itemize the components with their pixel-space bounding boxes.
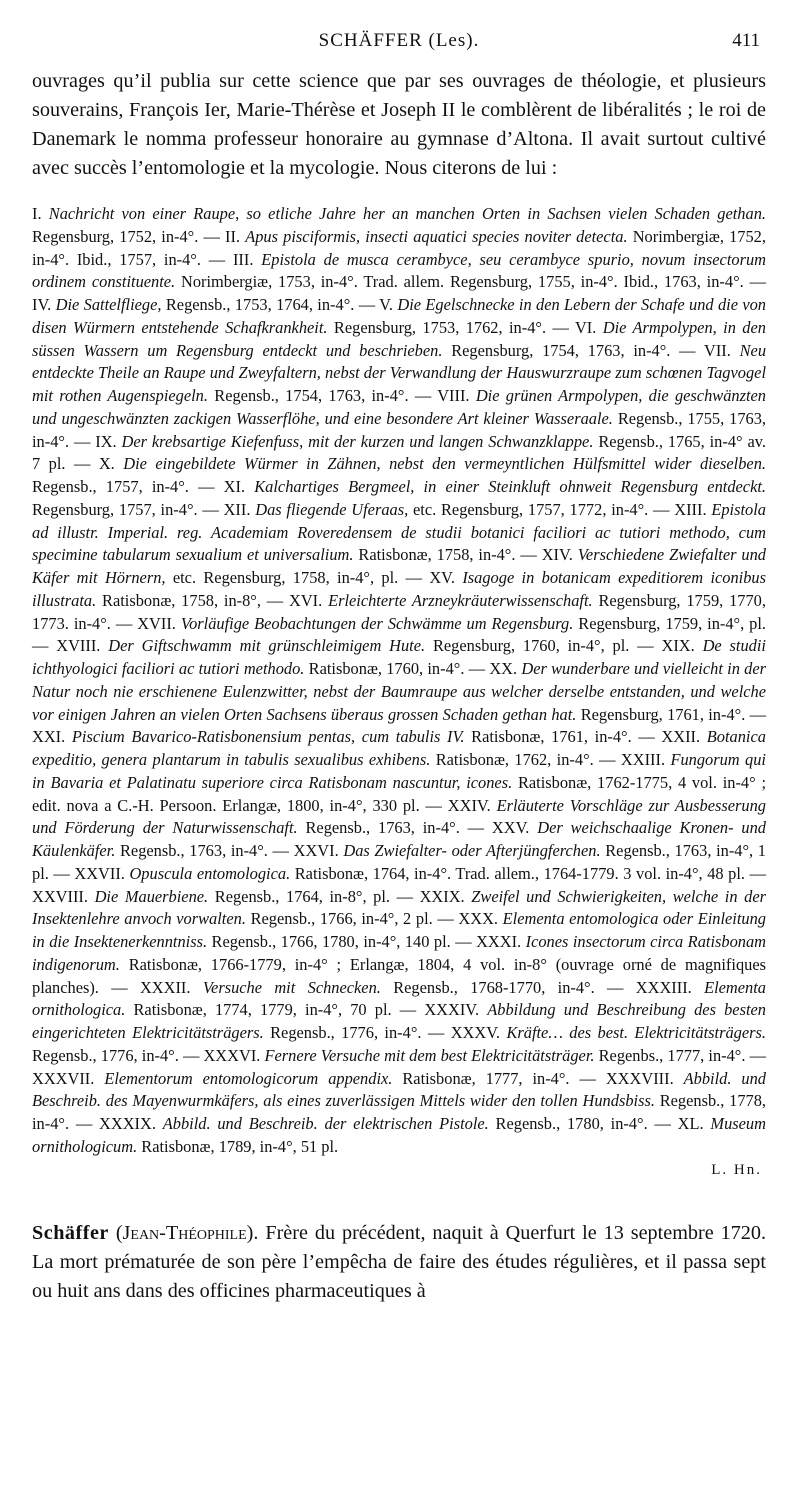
bibliography-item: — XIV. Verschiedene Zwiefalter und Käfer mit Hörnern, etc. Regensburg, 1758, in-4°, pl. [32, 545, 766, 587]
item-title: Vorläufige Beobachtungen der Schwämme um Regensburg. [180, 613, 574, 633]
bibliography-item: — XXXII. Versuche mit Schnecken. Regensb., 1768-1770, in-4°. [98, 977, 595, 997]
item-title: Elementa entomologica oder Einleitung in die Insektenerkenntniss. [32, 909, 766, 951]
item-title: Abbild. und Beschreib. der elektrischen Pistole. [162, 1114, 489, 1133]
bibliography-item: — III. Epistola de musca cerambyce, seu cerambyce spurio, novum insectorum ordinem constituente. Norimbergiæ, 1753, in-4°. Trad. allem. Regensburg, 1755, in-4°. Ibid., 1763, in-4°. [32, 249, 766, 292]
item-number: XXII. [661, 727, 701, 747]
item-number: XXXIV. [424, 1000, 480, 1020]
bibliography-item: — XXXVIII. Abbild. und Beschreib. des Mayenwurmkäfers, als eines zuverlässigen Mittels wider den tollen Hundsbiss. Regensb., 1778, in-4°. [32, 1068, 767, 1133]
item-details: Regensburg, 1759, 1770, 1773. in-4°. [32, 590, 766, 633]
item-number: III. [232, 249, 254, 269]
item-number: XVI. [289, 590, 323, 610]
item-number: I. [32, 204, 42, 223]
item-title: Elementa ornithologica. [32, 977, 766, 1020]
item-title: Der weichschaalige Kronen- und Käulenkäfer. [32, 818, 766, 860]
item-details: Ratisbonæ, 1758, in-4°. [358, 545, 516, 565]
item-details: Regensb., 1755, 1763, in-4°. [32, 408, 766, 451]
intro-paragraph: ouvrages qu’il publia sur cette science que par ses ouvrages de théologie, et plusieurs souverains, François Ier, Marie-Thérèse et Joseph II le comblèrent de libéralités ; le roi de Danemark le nomma professeur honoraire au gymnase d’Altona. Il avait surtout cultivé avec succès l’entomologie et la mycologie. Nous citerons de lui : [32, 70, 766, 179]
item-details: Regensb., 1776, in-4°. [270, 1023, 422, 1042]
bibliography-item: — XVII. Vorläufige Beobachtungen der Schwämme um Regensburg. Regensburg, 1759, in-4°, pl. [110, 613, 767, 633]
item-title: Versuche mit Schnecken. [202, 977, 381, 997]
item-number: XXIII. [620, 750, 666, 769]
item-number: XVIII. [56, 636, 101, 656]
item-details: Ratisbonæ, 1764, in-4°. Trad. allem., 1764-1779. 3 vol. in-4°, 48 pl. [294, 863, 746, 883]
item-title: Das fliegende Uferaas, [255, 499, 409, 519]
item-title: Elementorum entomologicorum appendix. [104, 1068, 393, 1088]
item-details: Regensb., 1763, in-4°. [119, 841, 268, 860]
item-details: Regensb., 1778, in-4°. [32, 1091, 767, 1133]
item-details: Ratisbonæ, 1760, in-4°. [308, 659, 465, 678]
item-title: Zweifel und Schwierigkeiten, welche in der Insektenlehre anvoch vorwalten. [32, 886, 767, 929]
bibliography-item: — XIX. De studii ichthyologici faciliori ac tutiori methodo. Ratisbonæ, 1760, in-4°. [32, 636, 766, 678]
bibliography-item: — XL. Museum ornithologicum. Ratisbonæ, 1789, in-4°, 51 pl. [32, 1114, 766, 1156]
item-number: XXXVII. [32, 1068, 95, 1088]
item-details: Ratisbonæ, 1774, 1779, in-4°, 70 pl. [133, 1000, 392, 1020]
item-title: Erleichterte Arzneykräuterwissenschaft. [328, 590, 593, 610]
bibliography-item: — XXVI. Das Zwiefalter- oder Afterjüngferchen. Regensb., 1763, in-4°, 1 pl. [32, 841, 766, 883]
bibliography-item: — XXXI. Icones insectorum circa Ratisbonam indigenorum. Ratisbonæ, 1766-1779, in-4° ; Erlangæ, 1804, 4 vol. in-8° (ouvrage orné de magnifiques planches). [32, 932, 766, 997]
bibliography-item: — VII. Neu entdeckte Theile an Raupe und Zweyfaltern, nebst der Verwandlung der Hauswurzraupe zum schœnen Tagvogel mit rothen Augenspiegeln. Regensb., 1754, 1763, in-4°. [32, 340, 767, 405]
item-number: XVII. [137, 613, 176, 633]
item-details: Regensb., 1766, in-4°, 2 pl. [250, 909, 433, 929]
item-title: Isagoge in botanicam expeditiorem iconibus illustrata. [32, 568, 766, 610]
entry-text: Frère du précédent, naquit à Querfurt le 13 septembre 1720. La mort prématurée de son père l’empêcha de faire des études régulières, et il passa sept ou huit ans dans des officines pharmaceutiques à [32, 1221, 767, 1302]
running-title: SCHÄFFER (Les). [318, 30, 480, 51]
bibliography-item: — XXXV. Kräfte… des best. Elektricitätsträgers. Regensb., 1776, in-4°. [32, 1023, 766, 1065]
item-details: Regensburg, 1753, 1762, in-4°. [333, 317, 547, 337]
bibliography-item: — II. Apus pisciformis, insecti aquatici species noviter detecta. Norimbergiæ, 1752, in-4°. Ibid., 1757, in-4°. [32, 226, 766, 269]
item-number: VII. [704, 340, 731, 360]
entry-headword: Schäffer [32, 1221, 109, 1244]
bibliography-item: — XXV. Der weichschaalige Kronen- und Käulenkäfer. Regensb., 1763, in-4°. [32, 818, 766, 860]
item-number: XII. [223, 499, 251, 519]
item-number: XL. [677, 1114, 704, 1133]
item-title: Nachricht von einer Raupe, so etliche Jahre her an manchen Orten in Sachsen vielen Schaden gethan. [48, 204, 766, 223]
item-details: Regensburg, 1754, 1763, in-4°. [451, 340, 671, 360]
bibliography-item: — XXIV. Erläuterte Vorschläge zur Ausbesserung und Förderung der Naturwissenschaft. Regensb., 1763, in-4°. [32, 795, 766, 838]
item-title: Der krebsartige Kiefenfuss, mit der kurzen und langen Schwanzklappe. [121, 431, 594, 451]
item-number: XXVI. [293, 841, 339, 860]
item-details: Regensb., 1763, in-4°. [305, 818, 460, 838]
item-details: Regensburg, 1752, in-4°. [32, 226, 199, 246]
item-number: IV. [32, 295, 52, 314]
item-details: Ratisbonæ, 1762-1775, 4 vol. in-4° ; edit. nova a C.-H. Persoon. Erlangæ, 1800, in-4°, 330 pl. [32, 772, 767, 815]
item-number: V. [379, 295, 393, 314]
item-title: Verschiedene Zwiefalter und Käfer mit Hörnern, [32, 545, 766, 587]
bibliography-item: — VI. Die Armpolypen, in den süssen Wassern um Regensburg entdeckt und beschrieben. Regensburg, 1754, 1763, in-4°. [32, 317, 766, 360]
bibliography-item: — XXI. Piscium Bavarico-Ratisbonensium pentas, cum tabulis IV. Ratisbonæ, 1761, in-4°. [32, 704, 766, 747]
item-number: XXXIX. [99, 1114, 156, 1133]
item-details: Ratisbonæ, 1777, in-4°. [402, 1068, 570, 1088]
item-number: XXI. [32, 727, 66, 747]
item-title: Epistola de musca cerambyce, seu cerambyce spurio, novum insectorum ordinem constituente. [32, 249, 766, 292]
item-title: Museum ornithologicum. [32, 1114, 766, 1156]
item-number: XV. [429, 568, 455, 587]
item-number: XXVII. [74, 863, 125, 883]
item-details: Regensburg, 1759, in-4°, pl. [578, 613, 767, 633]
running-header [32, 30, 766, 56]
bibliography-item: — IV. Die Sattelfliege, Regensb., 1753, 1764, in-4°. [32, 272, 766, 314]
item-title: Fernere Versuche mit dem best Elektricitätsträger. [264, 1045, 595, 1065]
item-number: XXV. [491, 818, 530, 838]
item-number: IX. [95, 431, 117, 451]
page-body [32, 67, 766, 1306]
item-details: Regensb., 1753, 1764, in-4°. [165, 295, 355, 314]
bibliography-item: — V. Die Egelschnecke in den Lebern der Schafe und die von disen Würmern entstehende Schafkrankheit. Regensburg, 1753, 1762, in-4°. [32, 295, 767, 337]
item-title: Abbildung und Beschreibung des besten eingerichteten Elektricitätsträgers. [32, 1000, 766, 1042]
item-title: Icones insectorum circa Ratisbonam indigenorum. [32, 932, 766, 974]
item-details: Regensb., 1780, in-4°. [495, 1114, 648, 1133]
bibliography-item: — XII. Das fliegende Uferaas, etc. Regensburg, 1757, 1772, in-4°. [197, 499, 649, 519]
item-title: Erläuterte Vorschläge zur Ausbesserung und Förderung der Naturwissenschaft. [32, 795, 766, 838]
item-number: XXXII. [139, 977, 191, 997]
item-number: XXX. [458, 909, 498, 929]
item-title: Die Egelschnecke in den Lebern der Schafe und die von disen Würmern entstehende Schafkrankheit. [32, 295, 767, 337]
bibliography-item: — VIII. Die grünen Armpolypen, die geschwänzten und ungeschwänzten zackigen Wasserflöhe, und eine besondere Art kleiner Wasseraale. Regensb., 1755, 1763, in-4°. [32, 386, 766, 451]
item-number: XXXVI. [203, 1045, 261, 1065]
item-number: XXXI. [476, 932, 522, 951]
item-title: Kräfte… des best. Elektricitätsträgers. [506, 1023, 766, 1042]
entry-forename: (Jean-Théophile). [115, 1221, 259, 1244]
item-details: Norimbergiæ, 1753, in-4°. Trad. allem. Regensburg, 1755, in-4°. Ibid., 1763, in-4°. [181, 272, 744, 292]
bibliography-item: — XXXIII. Elementa ornithologica. Ratisbonæ, 1774, 1779, in-4°, 70 pl. [32, 977, 766, 1020]
item-title: Neu entdeckte Theile an Raupe und Zweyfaltern, nebst der Verwandlung der Hauswurzraupe zum schœnen Tagvogel mit rothen Augenspiegeln. [32, 340, 767, 405]
bibliography-item: — XXXVII. Elementorum entomologicorum appendix. Ratisbonæ, 1777, in-4°. [32, 1045, 766, 1088]
item-title: Die grünen Armpolypen, die geschwänzten und ungeschwänzten zackigen Wasserflöhe, und eine besondere Art kleiner Wasseraale. [32, 386, 766, 428]
item-details: Ratisbonæ, 1758, in-8°, [102, 590, 261, 610]
item-details: etc. Regensburg, 1757, 1772, in-4°. [413, 499, 649, 519]
bibliography-item: — XIII. Epistola ad illustr. Imperial. reg. Academiam Roveredensem de studii botanici faciliori ac tutiori methodo, cum specimine tabularum sexualium et universalium. Ratisbonæ, 1758, in-4°. [32, 499, 766, 565]
item-details: Regensb., 1764, in-8°, pl. [214, 886, 390, 906]
bibliography-item: — XVI. Erleichterte Arzneykräuterwissenschaft. Regensburg, 1759, 1770, 1773. in-4°. [32, 590, 766, 633]
item-details: Norimbergiæ, 1752, in-4°. Ibid., 1757, in-4°. [32, 226, 766, 269]
item-details: Regensb., 1763, in-4°, 1 pl. [32, 841, 766, 883]
item-number: XXIV. [447, 795, 491, 815]
item-details: etc. Regensburg, 1758, in-4°, pl. [172, 568, 399, 587]
item-details: Regensb., 1766, 1780, in-4°, 140 pl. [211, 932, 451, 951]
next-entry [32, 1219, 766, 1306]
bibliography-item: — XXVII. Opuscula entomologica. Ratisbonæ, 1764, in-4°. Trad. allem., 1764-1779. 3 vol. in-4°, 48 pl. [48, 863, 746, 883]
item-title: Die Armpolypen, in den süssen Wassern um Regensburg entdeckt und beschrieben. [32, 317, 766, 360]
item-details: Regensb., 1776, in-4°. [32, 1045, 179, 1065]
item-details: Regensburg, 1760, in-4°, pl. [432, 636, 630, 656]
item-title: Die eingebildete Würmer in Zähnen, nebst den vermeyntlichen Hülfsmittel wider dieselben. [123, 454, 766, 474]
bibliography-item: — XXXVI. Fernere Versuche mit dem best Elektricitätsträger. Regenbs., 1777, in-4°. [178, 1045, 746, 1065]
item-title: Der wunderbare und vielleicht in der Natur noch nie erschienene Eulenzwitter, nebst der Baumraupe aus welcher derselbe entstanden, und welche vor einigen Jahren an vielen Orten Sachsens überaus grossen Schaden gethan hat. [32, 659, 766, 724]
item-details: Regenbs., 1777, in-4°. [598, 1045, 746, 1065]
item-number: XXIX. [419, 886, 465, 906]
item-number: X. [98, 454, 115, 474]
item-number: XXXVIII. [605, 1068, 674, 1088]
item-title: Piscium Bavarico-Ratisbonensium pentas, cum tabulis IV. [71, 727, 465, 747]
item-details: Regensburg, 1757, in-4°. [32, 499, 198, 519]
item-number: XX. [489, 659, 518, 678]
item-title: Opuscula entomologica. [129, 863, 291, 883]
item-details: Regensb., 1754, 1763, in-4°. [214, 386, 409, 405]
item-number: XXVIII. [32, 886, 88, 906]
page-number: 411 [732, 30, 760, 51]
bibliography-item: — XXX. Elementa entomologica oder Einleitung in die Insektenerkenntniss. Regensb., 1766, 1780, in-4°, 140 pl. [32, 909, 766, 951]
item-number: VI. [574, 317, 597, 337]
item-details: Regensb., 1765, in-4° av. 7 pl. [32, 431, 766, 474]
item-title: Epistola ad illustr. Imperial. reg. Academiam Roveredensem de studii botanici faciliori ac tutiori methodo, cum specimine tabularum sexualium et universalium. [32, 499, 766, 565]
item-title: Abbild. und Beschreib. des Mayenwurmkäfers, als eines zuverlässigen Mittels wider den tollen Hundsbiss. [32, 1068, 766, 1111]
item-number: XIX. [661, 636, 695, 656]
bibliography-item: — XV. Isagoge in botanicam expeditiorem iconibus illustrata. Ratisbonæ, 1758, in-8°, [32, 568, 766, 610]
item-title: Der Giftschwamm mit grünschleimigem Hute. [108, 636, 426, 656]
bibliography-item: — XXIX. Zweifel und Schwierigkeiten, welche in der Insektenlehre anvoch vorwalten. Regensb., 1766, in-4°, 2 pl. [32, 886, 767, 929]
bibliography-item: — IX. Der krebsartige Kiefenfuss, mit der kurzen und langen Schwanzklappe. Regensb., 1765, in-4° av. 7 pl. [32, 431, 766, 474]
item-number: II. [225, 226, 241, 246]
bibliography-item: — XI. Kalchartiges Bergmeel, in einer Steinkluft ohnweit Regensburg entdeckt. Regensburg, 1757, in-4°. [32, 477, 766, 519]
item-details: Regensb., 1768-1770, in-4°. [393, 977, 595, 997]
item-number: XIV. [541, 545, 573, 565]
author-signature: L. Hn. [711, 1161, 762, 1178]
bibliography-item: — XXII. Botanica expeditio, genera plantarum in tabulis sexualibus exhibens. Ratisbonæ, 1762, in-4°. [32, 727, 766, 769]
item-number: XIII. [674, 499, 707, 519]
item-details: Ratisbonæ, 1766-1779, in-4° ; Erlangæ, 1804, 4 vol. in-8° (ouvrage orné de magnifiques planches). [32, 954, 766, 997]
item-title: Fungorum qui in Bavaria et Palatinatu superiore circa Ratisbonam nascuntur, icones. [32, 750, 766, 792]
item-details: Ratisbonæ, 1789, in-4°, 51 pl. [141, 1136, 339, 1156]
item-title: Das Zwiefalter- oder Afterjüngferchen. [343, 841, 601, 860]
bibliography-list [32, 203, 766, 1159]
bibliography-item: — XXIII. Fungorum qui in Bavaria et Palatinatu superiore circa Ratisbonam nascuntur, icones. Ratisbonæ, 1762-1775, 4 vol. in-4° ; edit. nova a C.-H. Persoon. Erlangæ, 1800, in-4°, 330 pl. [32, 750, 767, 815]
item-title: Kalchartiges Bergmeel, in einer Steinkluft ohnweit Regensburg entdeckt. [254, 477, 766, 496]
item-details: Regensb., 1757, in-4°. [32, 477, 189, 496]
bibliography-item: — XVIII. Der Giftschwamm mit grünschleimigem Hute. Regensburg, 1760, in-4°, pl. [32, 636, 630, 656]
item-details: Ratisbonæ, 1762, in-4°. [435, 750, 594, 769]
bibliography-item: — XXXIV. Abbildung und Beschreibung des besten eingerichteten Elektricitätsträgers. Regensb., 1776, in-4°. [32, 1000, 766, 1042]
item-number: XXXV. [450, 1023, 501, 1042]
bibliography-item: — X. Die eingebildete Würmer in Zähnen, nebst den vermeyntlichen Hülfsmittel wider dieselben. Regensb., 1757, in-4°. [32, 454, 766, 496]
item-details: Regensburg, 1761, in-4°. [580, 704, 746, 724]
item-details: Ratisbonæ, 1761, in-4°. [471, 727, 632, 747]
bibliography-item: — XXXIX. Abbild. und Beschreib. der elektrischen Pistole. Regensb., 1780, in-4°. [69, 1114, 648, 1133]
bibliography-item: — XXVIII. Die Mauerbiene. Regensb., 1764, in-8°, pl. [32, 863, 766, 906]
bibliography-item: — XX. Der wunderbare und vielleicht in der Natur noch nie erschienene Eulenzwitter, nebst der Baumraupe aus welcher derselbe entstanden, und welche vor einigen Jahren an vielen Orten Sachsens überaus grossen Schaden gethan hat. Regensburg, 1761, in-4°. [32, 659, 766, 724]
item-title: Die Sattelfliege, [55, 295, 162, 314]
item-title: Apus pisciformis, insecti aquatici species noviter detecta. [245, 226, 628, 246]
item-number: XI. [223, 477, 246, 496]
item-number: VIII. [437, 386, 470, 405]
item-title: Botanica expeditio, genera plantarum in tabulis sexualibus exhibens. [32, 727, 766, 769]
item-title: De studii ichthyologici faciliori ac tutiori methodo. [32, 636, 766, 678]
item-number: XXXIII. [635, 977, 692, 997]
item-title: Die Mauerbiene. [94, 886, 209, 906]
